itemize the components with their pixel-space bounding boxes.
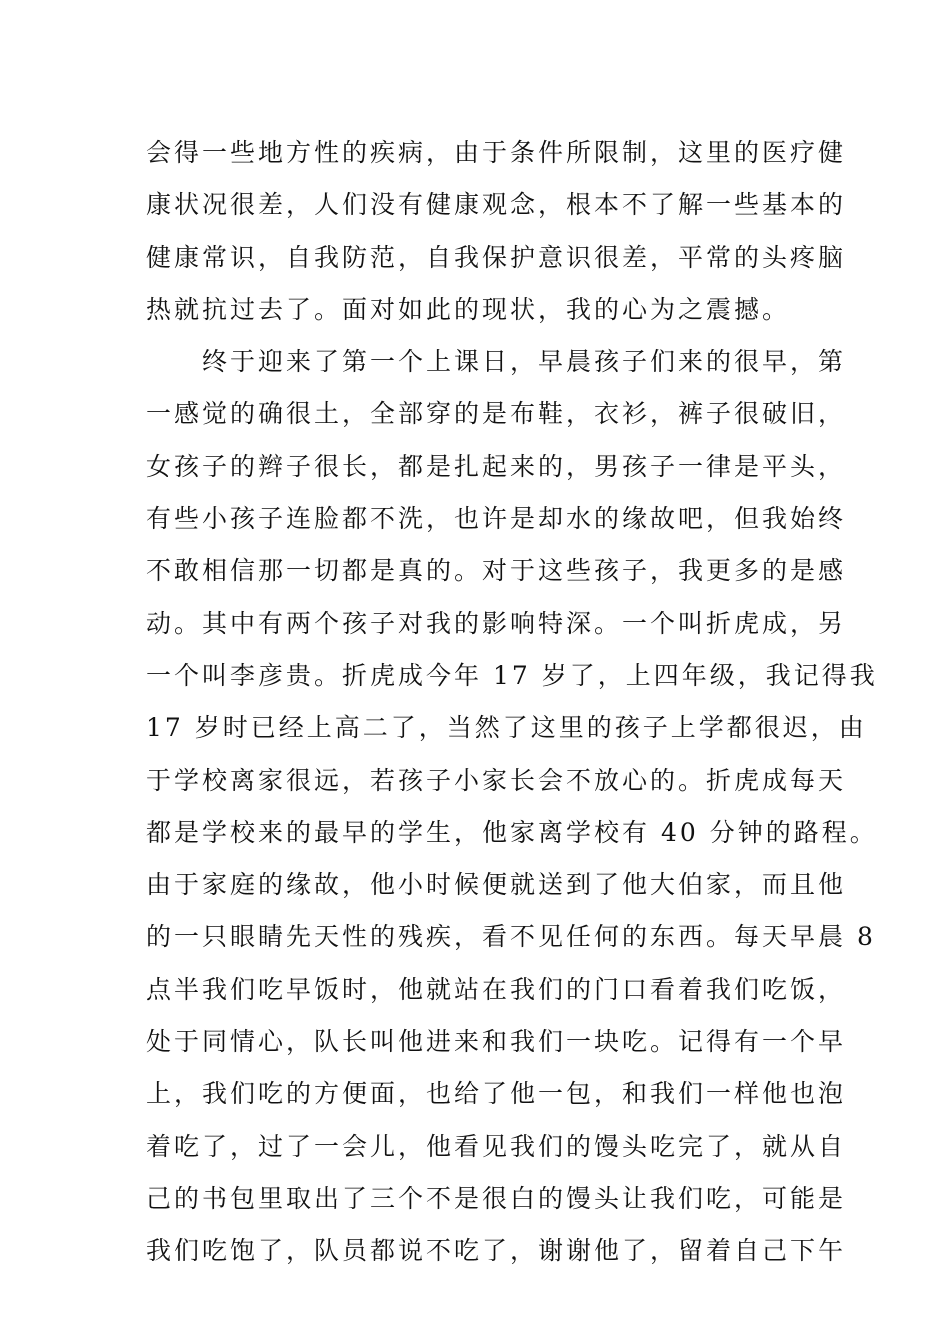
text-line: 17 岁时已经上高二了，当然了这里的孩子上学都很迟，由 <box>146 713 867 743</box>
body-text <box>146 127 878 1278</box>
text-line: 健康常识，自我防范，自我保护意识很差，平常的头疼脑 <box>146 242 847 272</box>
text-line: 不敢相信那一切都是真的。对于这些孩子，我更多的是感 <box>146 556 847 586</box>
text-line: 一感觉的确很土，全部穿的是布鞋，衣衫，裤子很破旧， <box>146 399 847 429</box>
text-line: 一个叫李彦贵。折虎成今年 17 岁了，上四年级，我记得我 <box>146 660 878 690</box>
text-line: 点半我们吃早饭时，他就站在我们的门口看着我们吃饭， <box>146 974 847 1004</box>
text-line: 处于同情心，队长叫他进来和我们一块吃。记得有一个早 <box>146 1027 847 1057</box>
text-line: 女孩子的辫子很长，都是扎起来的，男孩子一律是平头， <box>146 451 847 481</box>
text-line: 康状况很差，人们没有健康观念，根本不了解一些基本的 <box>146 190 847 220</box>
text-line: 由于家庭的缘故，他小时候便就送到了他大伯家，而且他 <box>146 870 847 900</box>
text-line: 己的书包里取出了三个不是很白的馒头让我们吃，可能是 <box>146 1183 847 1213</box>
text-line-indented: 终于迎来了第一个上课日，早晨孩子们来的很早，第 <box>202 347 847 377</box>
text-line: 的一只眼睛先天性的残疾，看不见任何的东西。每天早晨 8 <box>146 922 876 952</box>
text-line: 热就抗过去了。面对如此的现状，我的心为之震撼。 <box>146 294 791 324</box>
text-line: 有些小孩子连脸都不洗，也许是却水的缘故吧，但我始终 <box>146 504 847 534</box>
text-line: 上，我们吃的方便面，也给了他一包，和我们一样他也泡 <box>146 1079 847 1109</box>
text-line: 着吃了，过了一会儿，他看见我们的馒头吃完了，就从自 <box>146 1131 847 1161</box>
text-line: 我们吃饱了，队员都说不吃了，谢谢他了，留着自己下午 <box>146 1236 847 1266</box>
text-line: 于学校离家很远，若孩子小家长会不放心的。折虎成每天 <box>146 765 847 795</box>
text-line: 动。其中有两个孩子对我的影响特深。一个叫折虎成，另 <box>146 608 847 638</box>
text-line: 会得一些地方性的疾病，由于条件所限制，这里的医疗健 <box>146 138 847 167</box>
text-line: 都是学校来的最早的学生，他家离学校有 40 分钟的路程。 <box>146 817 878 847</box>
